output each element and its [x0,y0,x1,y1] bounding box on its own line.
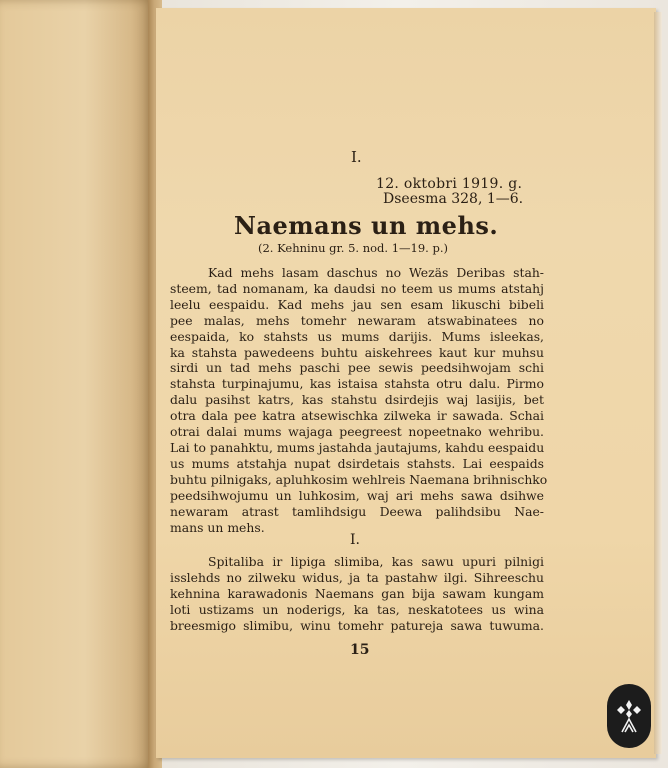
text-line: leelu eespaidu. Kad mehs jau sen esam likuschi bibeli [170,296,544,312]
text-line: buhtu pilnigaks, apluhkosim wehlreis Naemana brihnischko [170,471,548,487]
page-edge [654,12,662,754]
paragraph-2 [170,554,544,634]
text-line: Kad mehs lasam daschus no Wezäs Deribas stah- [208,265,544,280]
chapter-number: I. [351,148,362,166]
text-line: otrai dalai mums wajaga peegreest nopeetnako wehribu. [170,424,544,440]
sermon-title: Naemans un mehs. [234,211,499,240]
text-line: ka stahsta pawedeens buhtu aiskehrees kaut kur muhsu [170,344,544,360]
left-page [0,0,154,768]
medallion-logo-icon [607,684,651,748]
page-number: 15 [350,642,370,658]
text-line: dalu pasihst katrs, kas stahstu dsirdejis waj lasijis, bet [170,392,544,408]
text-line: stahsta turpinajumu, kas istaisa stahsta otru dalu. Pirmo [170,376,544,392]
text-line: breesmigo slimibu, winu tomehr patureja sawa tuwuma. [170,617,544,633]
text-line: loti ustizams un noderigs, ka tas, neskatotees us wina [170,601,544,617]
text-line: Spitaliba ir lipiga slimiba, kas sawu upuri pilnigi [208,554,544,569]
text-line: pee malas, mehs tomehr newaram atswabinatees no [170,312,544,328]
text-line: mans un mehs. [170,519,265,535]
text-line: Lai to panahktu, mums jastahda jautajums, kahdu eespaidu [170,439,545,455]
text-line: newaram atrast tamlihdsigu Deewa palihdsibu Nae- [170,503,544,519]
text-line: eespaida, ko stahsts us mums darijis. Mums isleekas, [170,328,544,344]
date-line: 12. oktobri 1919. g. [376,176,523,192]
text-line: steem, tad nomanam, ka daudsi no teem us mums atstahj [170,280,544,296]
text-line: kehnina karawadonis Naemans gan bija sawam kungam [170,585,544,601]
text-line: otra dala pee katra atsewischka zilweka ir sawada. Schai [170,408,544,424]
paragraph-1 [170,265,548,535]
text-line: peedsihwojumu un luhkosim, waj ari mehs sawa dsihwe [170,487,544,503]
hymn-reference: Dseesma 328, 1—6. [383,191,524,207]
text-line: us mums atstahja nupat dsirdetais stahsts. Lai eespaids [170,455,544,471]
scripture-reference: (2. Kehninu gr. 5. nod. 1—19. p.) [258,241,448,255]
text-line: sirdi un tad mehs paschi pee sewis peedsihwojam schi [170,360,544,376]
section-number: I. [350,532,360,548]
text-line: isslehds no zilweku widus, ja ta pastahw ilgi. Sihreeschu [170,569,544,585]
logo-glyph [615,698,643,734]
